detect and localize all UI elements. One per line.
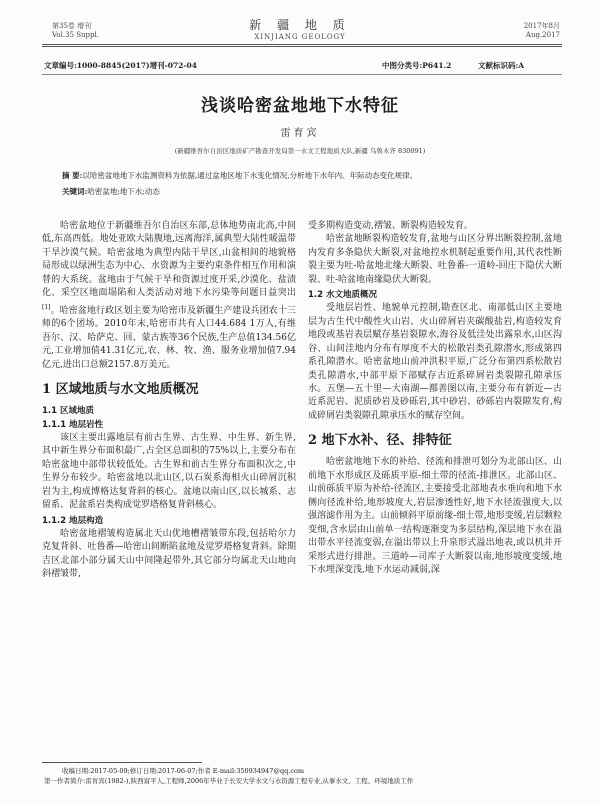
- author-name: 雷育宾: [280, 128, 320, 139]
- intro-text-cont: 。哈密盆地行政区划主要为哈密市及新疆生产建设兵团农十三师的6个团场。2010年末,哈密市共有人口44.684 1万人,有维吾尔、汉、哈萨克、回、蒙古族等36个民族,生产总值134.56亿元,工业增加值41.31亿元,农、林、牧、渔、服务业增加值7.94亿元,进出口总额2157.8万美元。: [42, 305, 296, 370]
- section-heading-1: 1 区域地质与水文地质概况: [42, 381, 199, 397]
- header-rule-2: [42, 46, 562, 47]
- footnote-rule: [42, 762, 202, 763]
- hydrogeology-paragraph: 受地层岩性、地貌单元控制,勘查区北、南部低山区主要地层为古生代中酸性火山岩、火山碎屑岩夹碳酸盐岩,构造较发育地段或基岩表层赋存基岩裂隙水,海谷及低洼处出露泉水,山区沟谷、山间洼地内分布有厚度不大的松散岩类孔隙潜水,形成第四系孔隙潜水。哈密盆地山前冲洪积平原,广泛分布第四系松散岩类孔隙潜水,中部平原下部赋存古近系碎屑岩类裂隙孔隙承压水。五堡—五十里—大南湖—鄯善图以南,主要分布有新近—古近系泥岩、泥质砂岩及砂砾岩,其中砂岩、砂砾岩内裂隙发育,构成碎屑岩类裂隙孔隙承压水的赋存空间。: [308, 303, 562, 421]
- header-date: [524, 22, 560, 40]
- header-volume-en: Vol.35 Suppl.: [52, 31, 99, 39]
- keywords-text: 哈密盆地;地下水;动态: [87, 187, 160, 196]
- journal-name-en: XINJIANG GEOLOGY: [254, 33, 346, 41]
- left-column: [42, 220, 296, 582]
- author-affiliation: (新疆维吾尔自治区地质矿产勘查开发局第一水文工程地质大队,新疆 乌鲁木齐 830091): [174, 147, 426, 155]
- structure-paragraph: 哈密盆地褶皱构造属北天山优地槽褶皱带东段,包括哈尔力克复背斜、吐鲁番—哈密山间断陷盆地及觉罗塔格复背斜。除期吉区北部小部分属天山中间隆起带外,其它部分均属北天山地向斜褶皱带,: [42, 528, 296, 580]
- intro-paragraph: [42, 220, 296, 372]
- header-date-en: Aug.2017: [525, 31, 560, 39]
- article-number: 文章编号:1000-8845(2017)增刊-072-04: [44, 61, 197, 70]
- strata-paragraph: 该区主要出露地层有前古生界、古生界、中生界、新生界,其中新生界分布面积最广,占全区总面积的75%以上,主要分布在哈密盆地中部带状较低处。古生界和前古生界分布面积次之,中生界分布较少。哈密盆地以北山区,以石炭系海相火山碎屑沉积岩为主,构成博格达复背斜的核心。盆地以南山区,以长城系、志留系、泥盆系岩类构成觉罗塔格复背斜核心。: [42, 432, 296, 511]
- recharge-paragraph: 哈密盆地地下水的补给、径流和排泄可划分为北部山区、山前地下水形成区及砾质平原-细土带的径流-排泄区。北部山区、山前砾质平原为补给-径流区,主要接受北部地表水垂向和地下水侧向径流补给,地形坡度大,岩层渗透性好,地下水径流强度大,以强溶滤作用为主。山前倾斜平原前缘-细土带,地形变缓,岩层颗粒变细,含水层由山前单一结构逐渐变为多层结构,深层地下水在溢出带水平径流变弱,在溢出带以上升泉形式溢出地表,或以机井开采形式进行排泄。三道岭—司库子大断裂以南,地形坡度变缓,地下水埋深变浅,地下水运动减弱,深: [308, 457, 562, 575]
- abstract-label: 摘 要:: [62, 171, 83, 180]
- header-date-cn: 2017年8月: [523, 22, 560, 30]
- section-heading-2: 2 地下水补、径、排特征: [308, 433, 452, 449]
- footnote-received: 收稿日期:2017-05-09;修订日期:2017-06-07;作者 E-mail:350934947@qq.com: [62, 767, 305, 775]
- header-rule: [42, 44, 562, 45]
- intro-text: 哈密盆地位于新疆维吾尔自治区东部,总体地势南北高,中间低,东高西低。地处亚欧大陆腹地,远离海洋,属典型大陆性暖温带干旱沙漠气候。哈密盆地为典型内陆干旱区,山盆相间的地貌格局形成以绿洲生态为中心、水资源为主要约束条件相互作用和演替的大系统。盆地由于气候干旱和资源过度开采,沙漠化、盐渍化、采空区地面塌陷和人类活动对地下水污染等问题日益突出: [42, 221, 296, 299]
- keywords: [62, 186, 562, 197]
- document-code: 文献标识码:A: [478, 61, 525, 70]
- fault-paragraph: 哈密盆地断裂构造较发育,盆地与山区分界出断裂控制,盆地内发育多条隐伏大断裂,对盆地控水机制起重要作用,其代表性断裂主要为吐-哈盆地北缘大断裂、吐鲁番-一道岭-回庄下隐伏大断裂、吐-哈盆地南缘隐伏大断裂。: [308, 234, 562, 285]
- section-heading-1-1-1: 1.1.1 地层岩性: [42, 419, 104, 430]
- footnote: [44, 766, 562, 786]
- abstract-text: 以哈密盆地地下水监测资料为依据,通过盆地区地下水变化情况,分析地下水年内、年际动态变化规律。: [82, 171, 418, 180]
- article-title: 浅谈哈密盆地地下水特征: [201, 96, 399, 116]
- section-heading-1-1-2: 1.1.2 地层构造: [42, 515, 104, 526]
- section-heading-1-2: 1.2 水文地质概况: [308, 290, 378, 301]
- footnote-author-bio: 第一作者简介:雷育宾(1982-),陕西富平人,工程师,2006年毕业于长安大学水文与水资源工程专业,从事水文、工程、环境地质工作: [44, 777, 414, 785]
- section-heading-1-1: 1.1 区域地质: [42, 405, 95, 416]
- meta-rule: [42, 74, 562, 75]
- journal-name-cn: 新 疆 地 质: [249, 18, 351, 32]
- continuation-paragraph: 受多期构造变动,褶皱、断裂构造较发育。: [308, 221, 473, 231]
- keywords-label: 关键词:: [62, 187, 88, 196]
- header-volume-cn: 第35卷 增刊: [52, 22, 92, 30]
- abstract: [62, 170, 562, 181]
- journal-masthead: [0, 16, 600, 41]
- right-column: [308, 220, 562, 577]
- clc-number: 中图分类号:P641.2: [382, 61, 452, 70]
- citation-ref: [1]: [42, 303, 51, 311]
